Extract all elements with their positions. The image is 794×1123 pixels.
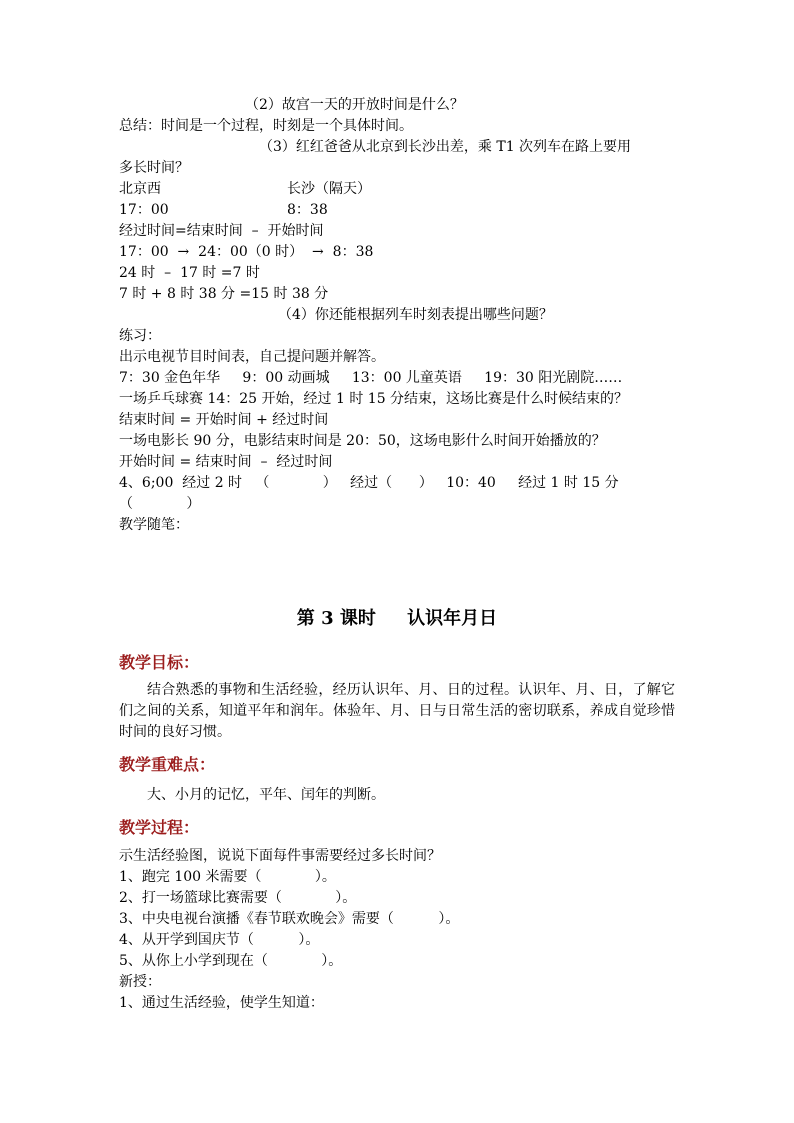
- key-heading: 教学重难点：: [119, 755, 216, 774]
- summary-line: 总结：时间是一个过程，时刻是一个具体时间。: [119, 118, 413, 134]
- formula-end: 结束时间 = 开始时间 + 经过时间: [119, 412, 329, 428]
- practice-intro: 出示电视节目时间表，自己提问题并解答。: [119, 349, 385, 365]
- process-heading: 教学过程：: [119, 818, 200, 837]
- fill-blank-line1: 4、6;00 经过 2 时 （ ） 经过（ ） 10：40 经过 1 时 15 分: [119, 475, 619, 491]
- lesson-title: 第 3 课时 认识年月日: [296, 608, 498, 629]
- practice-label: 练习：: [119, 328, 161, 344]
- list-item: 1、跑完 100 米需要（ ）。: [119, 869, 336, 885]
- station-from: 北京西: [119, 181, 161, 197]
- movie-question: 一场电影长 90 分，电影结束时间是 20：50，这场电影什么时间开始播放的？: [119, 433, 606, 449]
- arrive-time: 8：38: [287, 202, 328, 218]
- question-3-line1: （3）红红爸爸从北京到长沙出差，乘 T1 次列车在路上要用: [259, 139, 632, 155]
- station-to: 长沙（隔天）: [287, 181, 371, 197]
- list-item: 5、从你上小学到现在（ ）。: [119, 953, 343, 969]
- calc-line-1: 17：00 → 24：00（0 时） → 8：38: [119, 244, 374, 260]
- calc-line-3: 7 时 + 8 时 38 分 =15 时 38 分: [119, 286, 329, 302]
- question-4: （4）你还能根据列车时刻表提出哪些问题？: [278, 307, 553, 323]
- list-item: 3、中央电视台演播《春节联欢晚会》需要（ ）。: [119, 911, 460, 927]
- formula-elapsed: 经过时间=结束时间 – 开始时间: [119, 223, 324, 239]
- question-2: （2）故宫一天的开放时间是什么？: [245, 97, 464, 113]
- pingpong-question: 一场乒乓球赛 14：25 开始，经过 1 时 15 分结束，这场比赛是什么时候结束的？: [119, 391, 629, 407]
- goal-heading: 教学目标：: [119, 653, 200, 672]
- notes-label: 教学随笔：: [119, 517, 189, 533]
- process-intro: 示生活经验图，说说下面每件事需要经过多长时间？: [119, 848, 441, 864]
- question-3-line2: 多长时间？: [119, 160, 189, 176]
- new-lesson-label: 新授：: [119, 974, 161, 990]
- formula-start: 开始时间 = 结束时间 – 经过时间: [119, 454, 333, 470]
- list-item: 2、打一场篮球比赛需要（ ）。: [119, 890, 357, 906]
- calc-line-2: 24 时 – 17 时 =7 时: [119, 265, 260, 281]
- list-item: 4、从开学到国庆节（ ）。: [119, 932, 320, 948]
- fill-blank-line2: （ ）: [119, 496, 201, 512]
- key-text: 大、小月的记忆，平年、闰年的判断。: [147, 787, 385, 803]
- tv-schedule: 7：30 金色年华 9：00 动画城 13：00 儿童英语 19：30 阳光剧院……: [119, 370, 623, 386]
- depart-time: 17：00: [119, 202, 169, 218]
- new-lesson-item-1: 1、通过生活经验，使学生知道：: [119, 995, 324, 1011]
- goal-text: 结合熟悉的事物和生活经验，经历认识年、月、日的过程。认识年、月、日，了解它们之间的关系，知道平年和润年。体验年、月、日与日常生活的密切联系，养成自觉珍惜时间的良好习惯。: [119, 682, 675, 740]
